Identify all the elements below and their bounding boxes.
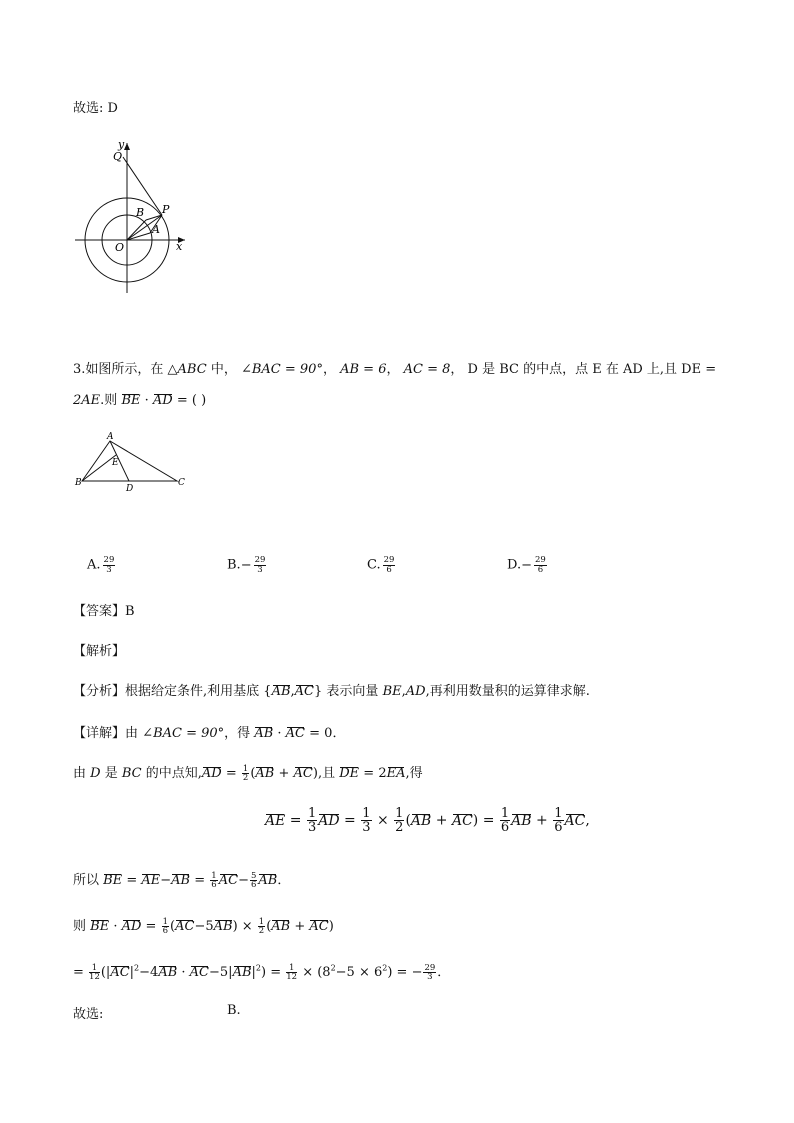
equation-result: = $\frac{1}{12}$ $(|AC|^2-4AB \cdot AC-5|AB|^2)$ = $\frac{1}{12}$ × $(8^2-5 \times 6^2)$ = − $\frac{29}{3}$ ． xyxy=(73,962,451,982)
equation-be: 所以 BE = AE−AB = $\frac{1}{6}$ AC− $\frac{5}{6}$ AB． xyxy=(73,870,291,890)
choice-c[interactable]: C. $\frac{29}{6}$ xyxy=(367,555,395,575)
label-Q: Q xyxy=(113,150,123,163)
final-select-value: B. xyxy=(227,1003,241,1018)
label-x: x xyxy=(176,240,183,253)
label-P: P xyxy=(162,203,170,216)
tri-label-D: D xyxy=(126,484,134,492)
figure-circles xyxy=(70,138,200,298)
xiangjie-line: 【详解】由 ∠BAC = 90°，得 AB · AC = 0． xyxy=(73,726,346,741)
q3-number: 3. xyxy=(73,362,86,377)
tri-label-B: B xyxy=(75,478,82,488)
prev-answer: 故选: D xyxy=(73,101,118,116)
answer-line: 【答案】B xyxy=(73,604,135,619)
label-y: y xyxy=(118,138,125,151)
fenxi-line: 【分析】根据给定条件,利用基底 {AB,AC} 表示向量 BE,AD,再利用数量积的运算律求解. xyxy=(73,684,590,699)
label-A: A xyxy=(152,223,160,236)
q3-line1: 3.如图所示，在 △ABC 中， ∠BAC = 90°， AB = 6， AC = 8， D 是 BC 的中点，点 E 在 AD 上,且 DE = xyxy=(73,362,717,377)
tri-label-C: C xyxy=(178,478,185,488)
choice-b[interactable]: B.− $\frac{29}{3}$ xyxy=(227,555,266,575)
label-O: O xyxy=(115,241,125,254)
final-select-label: 故选: xyxy=(73,1007,104,1022)
tri-label-E: E xyxy=(112,458,119,468)
equation-ae: AE = $\frac{1}{3}$ AD = $\frac{1}{3}$ × $\frac{1}{2}$ (AB + AC) = $\frac{1}{6}$ AB + $\frac{1}{6}$ AC, xyxy=(265,806,590,835)
midpoint-line: 由 D 是 BC 的中点知,AD = $\frac{1}{2}$ (AB + AC),且 DE = 2EA,得 xyxy=(73,763,423,783)
equation-dot: 则 BE · AD = $\frac{1}{6}$ (AC−5AB) × $\frac{1}{2}$ (AB + AC) xyxy=(73,916,334,936)
choice-d[interactable]: D.− $\frac{29}{6}$ xyxy=(507,555,546,575)
figure-triangle xyxy=(72,428,192,492)
label-B: B xyxy=(136,206,145,219)
q3-line2: 2AE.则 BE · AD = ( ) xyxy=(73,393,207,408)
analysis-label: 【解析】 xyxy=(73,644,126,659)
choice-a[interactable]: A. $\frac{29}{3}$ xyxy=(87,555,115,575)
tri-label-A: A xyxy=(107,432,114,442)
